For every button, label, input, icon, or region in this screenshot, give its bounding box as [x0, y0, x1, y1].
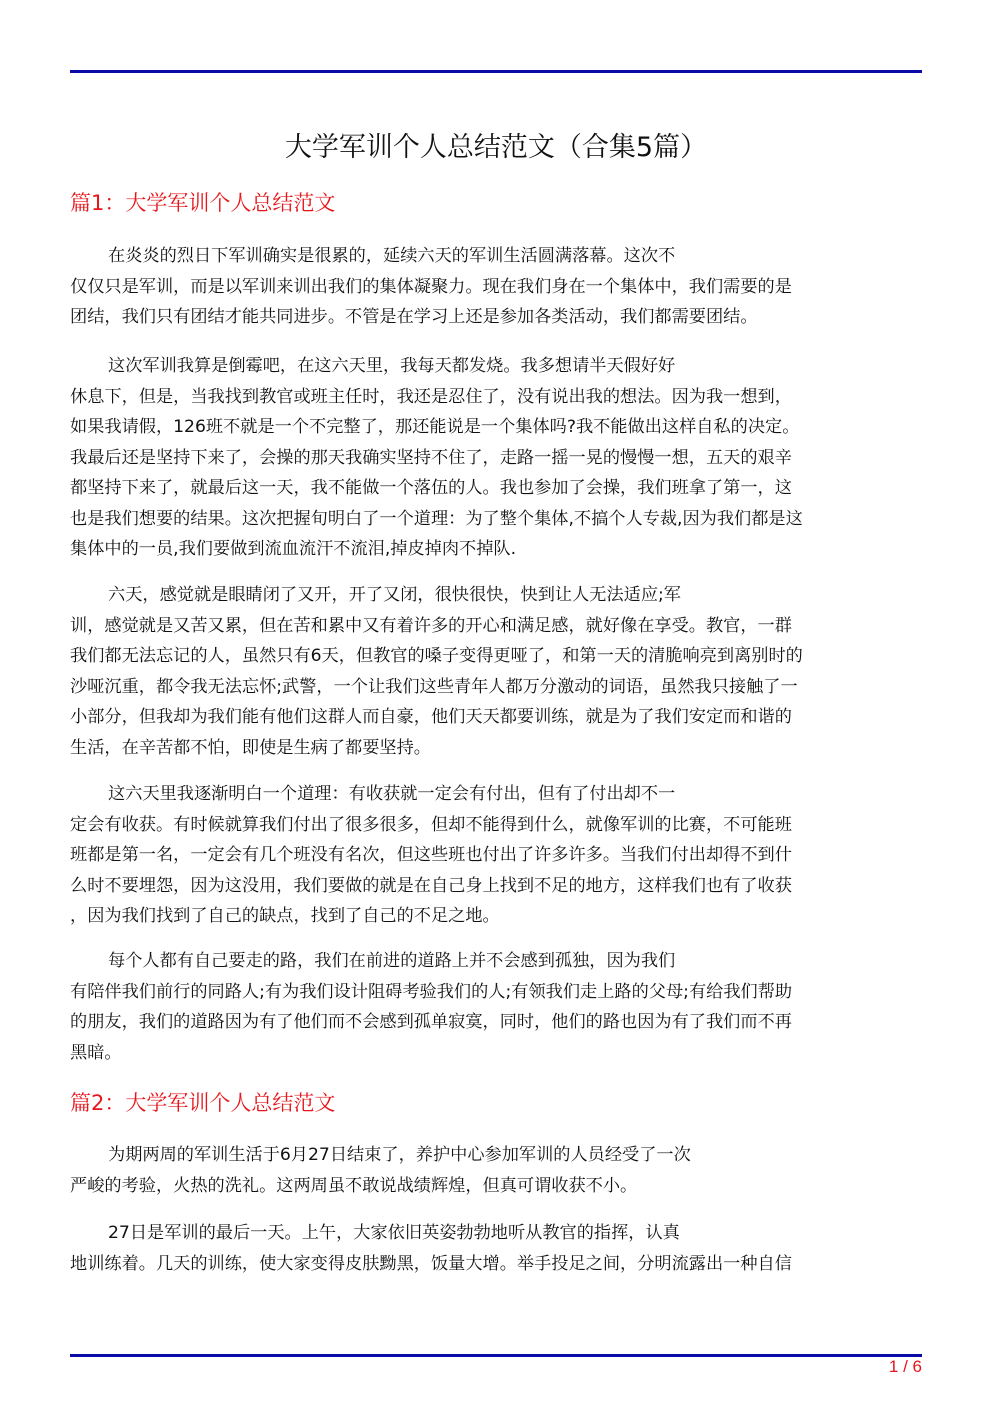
paragraph — [70, 779, 922, 932]
text-line: 休息下，但是，当我找到教官或班主任时，我还是忍住了，没有说出我的想法。因为我一想到， — [70, 386, 792, 407]
text-line: 沙哑沉重，都令我无法忘怀;武警，一个让我们这些青年人都万分激动的词语，虽然我只接触了一 — [70, 676, 798, 697]
paragraph — [70, 351, 922, 565]
text-line: 生活，在辛苦都不怕，即使是生病了都要坚持。 — [70, 737, 431, 758]
paragraph — [70, 580, 922, 763]
text-line: 也是我们想要的结果。这次把握旬明白了一个道理：为了整个集体,不搞个人专裁,因为我们都是这 — [70, 508, 803, 529]
text-line: 仅仅只是军训，而是以军训来训出我们的集体凝聚力。现在我们身在一个集体中，我们需要的是 — [70, 276, 792, 297]
text-line: 团结，我们只有团结才能共同进步。不管是在学习上还是参加各类活动，我们都需要团结。 — [70, 307, 758, 327]
text-line: 么时不要埋怨，因为这没用，我们要做的就是在自己身上找到不足的地方，这样我们也有了收获 — [70, 875, 792, 896]
section-heading-2: 篇2：大学军训个人总结范文 — [70, 1091, 336, 1115]
text-line: 有陪伴我们前行的同路人;有为我们设计阻碍考验我们的人;有领我们走上路的父母;有给我们帮助 — [70, 981, 793, 1002]
page-number: 1 / 6 — [888, 1357, 922, 1376]
text-line: 六天，感觉就是眼睛闭了又开，开了又闭，很快很快，快到让人无法适应;军 — [108, 585, 681, 605]
header-rule — [70, 70, 922, 73]
text-line: 严峻的考验，火热的洗礼。这两周虽不敢说战绩辉煌，但真可谓收获不小。 — [70, 1175, 638, 1196]
text-line: 都坚持下来了，就最后这一天，我不能做一个落伍的人。我也参加了会操，我们班拿了第一，这 — [70, 478, 792, 498]
text-line: 在炎炎的烈日下军训确实是很累的，延续六天的军训生活圆满落幕。这次不 — [108, 246, 676, 266]
text-line: 班都是第一名，一定会有几个班没有名次，但这些班也付出了许多许多。当我们付出却得不到什 — [70, 845, 792, 865]
text-line: 集体中的一员,我们要做到流血流汗不流泪,掉皮掉肉不掉队. — [70, 539, 517, 559]
text-line: 训，感觉就是又苦又累，但在苦和累中又有着许多的开心和满足感，就好像在享受。教官，一群 — [70, 615, 792, 636]
text-line: 每个人都有自己要走的路，我们在前进的道路上并不会感到孤独，因为我们 — [108, 951, 676, 971]
text-line: 定会有收获。有时候就算我们付出了很多很多，但却不能得到什么，就像军训的比赛，不可能班 — [70, 814, 792, 835]
text-line: 我们都无法忘记的人，虽然只有6天，但教官的嗓子变得更哑了，和第一天的清脆响亮到离别时的 — [70, 646, 803, 666]
paragraph — [70, 946, 922, 1068]
text-line: 小部分，但我却为我们能有他们这群人而自豪，他们天天都要训练，就是为了我们安定而和谐的 — [70, 707, 792, 727]
text-line: ，因为我们找到了自己的缺点，找到了自己的不足之地。 — [70, 906, 500, 926]
section-heading-1: 篇1：大学军训个人总结范文 — [70, 191, 336, 215]
text-line: 这六天里我逐渐明白一个道理：有收获就一定会有付出，但有了付出却不一 — [108, 784, 676, 804]
text-line: 如果我请假，126班不就是一个不完整了，那还能说是一个集体吗?我不能做出这样自私的决定。 — [70, 417, 800, 437]
footer-rule — [70, 1354, 922, 1357]
text-line: 为期两周的军训生活于6月27日结束了，养护中心参加军训的人员经受了一次 — [108, 1145, 691, 1165]
text-line: 地训练着。几天的训练，使大家变得皮肤黝黑，饭量大增。举手投足之间，分明流露出一种自信 — [70, 1253, 792, 1274]
text-line: 27日是军训的最后一天。上午，大家依旧英姿勃勃地听从教官的指挥，认真 — [108, 1223, 680, 1243]
paragraph — [70, 1218, 922, 1279]
paragraph — [70, 1140, 922, 1201]
text-line: 的朋友，我们的道路因为有了他们而不会感到孤单寂寞，同时，他们的路也因为有了我们而不再 — [70, 1012, 792, 1032]
text-line: 这次军训我算是倒霉吧，在这六天里，我每天都发烧。我多想请半天假好好 — [108, 356, 676, 376]
text-line: 黑暗。 — [70, 1042, 122, 1063]
paragraph — [70, 241, 922, 333]
text-line: 我最后还是坚持下来了，会操的那天我确实坚持不住了，走路一摇一晃的慢慢一想，五天的艰辛 — [70, 447, 792, 468]
document-title: 大学军训个人总结范文（合集5篇） — [284, 132, 708, 163]
